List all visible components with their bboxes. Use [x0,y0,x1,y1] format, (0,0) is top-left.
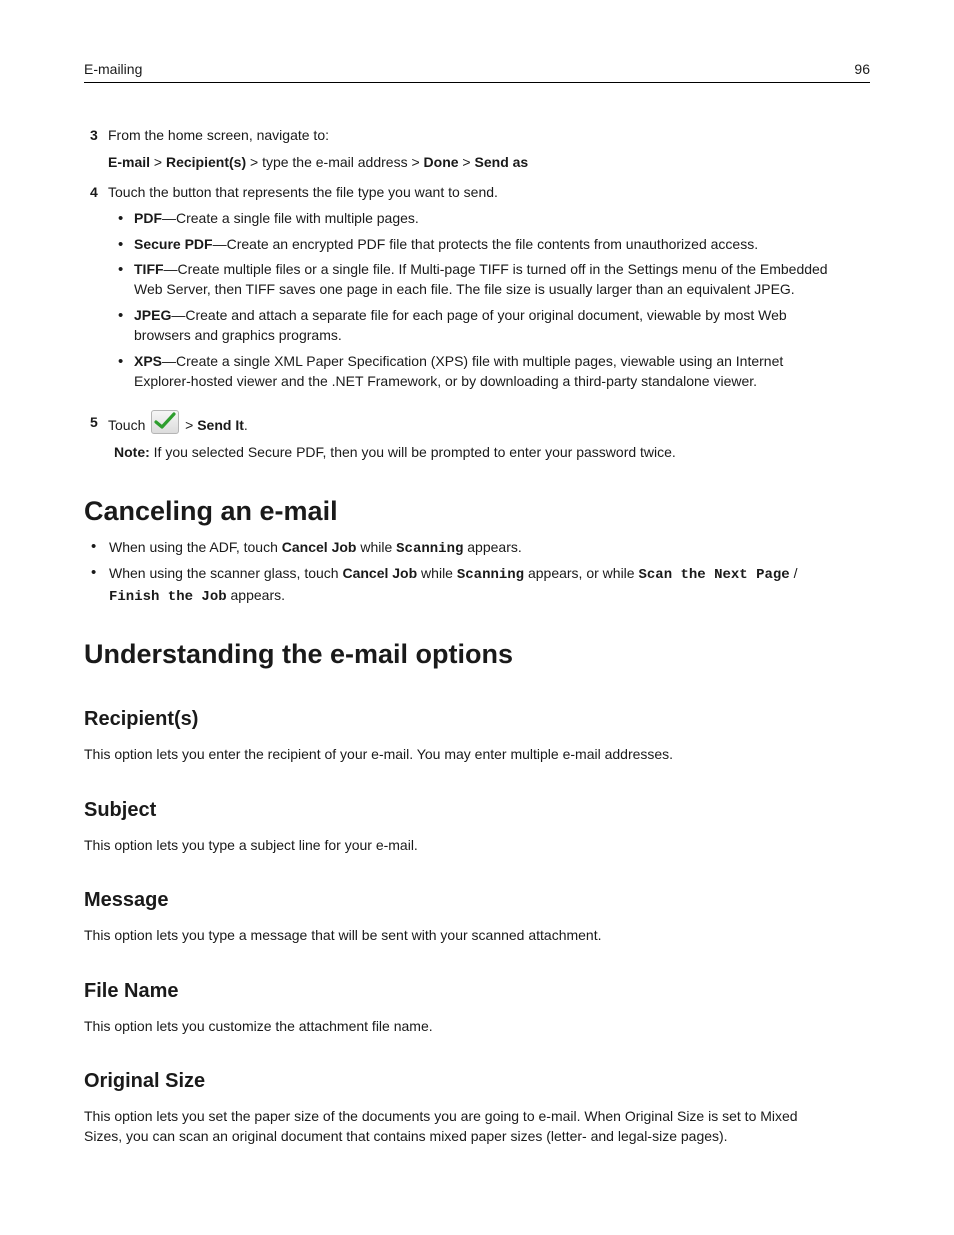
heading-recipients: Recipient(s) [84,708,199,730]
list-item-jpeg [134,306,870,345]
bullet-term: JPEG [134,307,172,323]
text: appears. [463,539,522,555]
bullet-text: Web Server, then TIFF saves one page in each file. The file size is usually larger than an equivalent JPEG. [134,280,795,297]
text: while [417,565,457,581]
paragraph-line: This option lets you set the paper size of the documents you are going to e-mail. When Original Size is set to Mixed [84,1108,798,1124]
step-number: 3 [90,127,98,143]
bullet-term: PDF [134,210,162,226]
path-sep: > [150,154,166,170]
path-sep: > type the e-mail address > [246,154,424,170]
heading-message: Message [84,889,169,911]
list-item-xps [134,352,870,391]
paragraph-recipients: This option lets you enter the recipient of your e-mail. You may enter multiple e-mail addresses. [84,746,674,762]
heading-original-size: Original Size [84,1070,206,1092]
text: while [356,539,397,555]
list-item-adf [109,537,870,559]
list-item-pdf [134,209,870,229]
cancel-job-label: Cancel Job [342,565,418,581]
finish-job-code: Finish the Job [109,589,227,605]
text: appears. [226,587,285,603]
bullet-text: —Create a single XML Paper Specification (XPS) file with multiple pages, viewable using an Internet [162,353,784,369]
bullet-term: Secure PDF [134,236,213,252]
list-item-secure-pdf [134,235,870,255]
path-email: E-mail [108,154,151,170]
path-sep: > [181,417,198,433]
step-number: 5 [90,414,98,430]
header-section: E-mailing [84,61,143,77]
text: / [789,565,798,581]
path-done: Done [423,154,459,170]
step-text [108,410,870,437]
path-sep: > [458,154,475,170]
paragraph-line: Sizes, you can scan an original document that contains mixed paper sizes (letter- and legal-size pages). [84,1128,728,1144]
page-header [84,60,870,83]
bullet-text: —Create an encrypted PDF file that protects the file contents from unauthorized access. [212,236,759,252]
text: When using the ADF, touch [109,539,282,555]
send-it-label: Send It [197,417,244,433]
step-text: From the home screen, navigate to: [108,127,329,143]
step-number: 4 [90,184,98,200]
bullet-text: —Create multiple files or a single file. If Multi-page TIFF is turned off in the Settings menu of the Embedded [163,261,828,277]
list-item-scanner-glass [109,563,870,607]
paragraph-file-name: This option lets you customize the attachment file name. [84,1018,433,1034]
bullet-text: browsers and graphics programs. [134,326,342,343]
scanning-code: Scanning [456,567,525,583]
path-recipients: Recipient(s) [165,154,247,170]
checkmark-icon [151,410,179,434]
heading-file-name: File Name [84,980,179,1002]
navigation-path [108,153,528,172]
heading-subject: Subject [84,799,157,821]
paragraph-original-size [84,1106,870,1146]
touch-label: Touch [108,417,146,433]
heading-canceling: Canceling an e-mail [84,496,338,526]
path-send-as: Send as [474,154,529,170]
paragraph-message: This option lets you type a message that will be sent with your scanned attachment. [84,927,602,943]
text: When using the scanner glass, touch [109,565,343,581]
note [114,443,676,462]
period: . [243,417,248,433]
scanning-code: Scanning [396,541,464,557]
bullet-text: —Create a single file with multiple pages. [162,210,419,226]
bullet-term: TIFF [134,261,164,277]
header-page-number: 96 [854,61,870,77]
heading-email-options: Understanding the e-mail options [84,639,514,669]
bullet-text: —Create and attach a separate file for each page of your original document, viewable by most Web [171,307,787,323]
note-text: If you selected Secure PDF, then you will be prompted to enter your password twice. [149,444,676,460]
cancel-job-label: Cancel Job [281,539,357,555]
list-item-tiff [134,260,870,299]
scan-next-page-code: Scan the Next Page [638,567,790,583]
bullet-text: Explorer-hosted viewer and the .NET Framework, or by downloading a third-party standalone viewer. [134,372,758,389]
text: appears, or while [524,565,639,581]
step-text: Touch the button that represents the file type you want to send. [108,184,498,200]
note-label: Note: [114,444,150,460]
paragraph-subject: This option lets you type a subject line for your e-mail. [84,837,418,853]
bullet-term: XPS [134,353,163,369]
